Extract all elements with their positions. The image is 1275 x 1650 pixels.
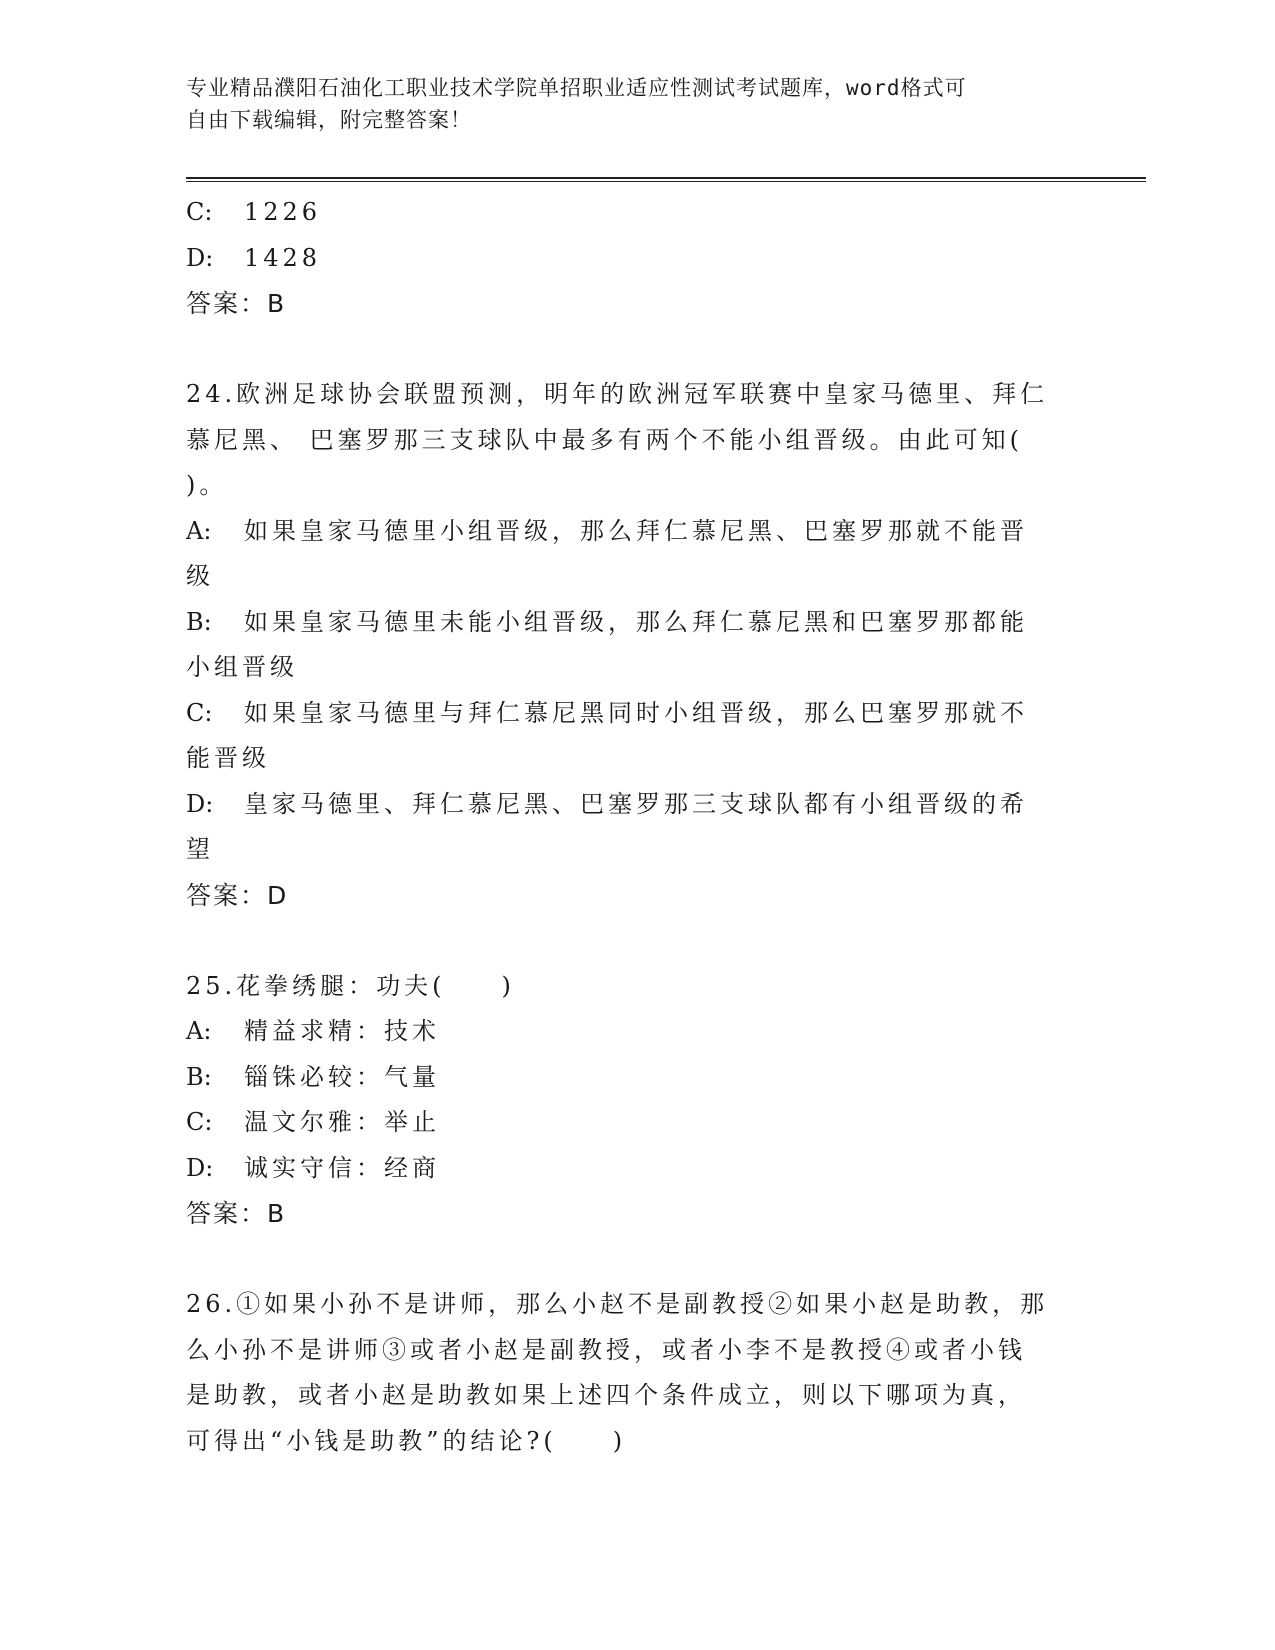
header-divider-thick — [186, 177, 1146, 179]
q25-option-d: D: 诚实守信：经商 — [186, 1153, 440, 1182]
page-header — [186, 72, 1066, 136]
q24-option-d: D: 皇家马德里、拜仁慕尼黑、巴塞罗那三支球队都有小组晋级的希 — [186, 789, 1028, 818]
header-title-line-2: 自由下载编辑，附完整答案！ — [186, 108, 472, 132]
q23-option-c: C: 1226 — [186, 198, 322, 226]
header-divider-thin — [186, 181, 1146, 182]
q24-option-c-cont: 能晋级 — [186, 744, 270, 772]
q25-answer: 答案：B — [186, 1199, 287, 1228]
question-content — [186, 190, 1086, 1464]
q26-stem-line-4: 可得出“小钱是助教”的结论?( ) — [186, 1426, 627, 1455]
q24-option-a-cont: 级 — [186, 562, 214, 590]
q23-option-d: D: 1428 — [186, 243, 322, 272]
q24-option-a: A: 如果皇家马德里小组晋级，那么拜仁慕尼黑、巴塞罗那就不能晋 — [186, 516, 1028, 545]
q24-stem-line-3: )。 — [186, 471, 228, 499]
q24-option-b: B: 如果皇家马德里未能小组晋级，那么拜仁慕尼黑和巴塞罗那都能 — [186, 607, 1028, 636]
q24-stem-line-2: 慕尼黑、 巴塞罗那三支球队中最多有两个不能小组晋级。由此可知( — [186, 425, 1023, 454]
q24-option-b-cont: 小组晋级 — [186, 653, 298, 681]
q24-answer: 答案：D — [186, 880, 289, 910]
q23-answer: 答案：B — [186, 289, 287, 318]
q24-option-c: C: 如果皇家马德里与拜仁慕尼黑同时小组晋级，那么巴塞罗那就不 — [186, 698, 1028, 727]
q25-option-c: C: 温文尔雅：举止 — [186, 1108, 440, 1136]
q24-stem-line-1: 24.欧洲足球协会联盟预测，明年的欧洲冠军联赛中皇家马德里、拜仁 — [186, 380, 1049, 408]
q26-stem-line-2: 么小孙不是讲师③或者小赵是副教授，或者小李不是教授④或者小钱 — [186, 1335, 1026, 1364]
q24-option-d-cont: 望 — [186, 835, 214, 863]
q26-stem-line-3: 是助教，或者小赵是助教如果上述四个条件成立，则以下哪项为真， — [186, 1381, 1026, 1409]
header-title-line-1: 专业精品濮阳石油化工职业技术学院单招职业适应性测试考试题库，word格式可 — [186, 76, 967, 100]
q25-stem: 25.花拳绣腿：功夫( ) — [186, 971, 515, 1000]
q26-stem-line-1: 26.①如果小孙不是讲师，那么小赵不是副教授②如果小赵是助教，那 — [186, 1290, 1049, 1318]
q25-option-a: A: 精益求精：技术 — [186, 1017, 440, 1045]
q25-option-b: B: 锱铢必较：气量 — [186, 1062, 440, 1091]
